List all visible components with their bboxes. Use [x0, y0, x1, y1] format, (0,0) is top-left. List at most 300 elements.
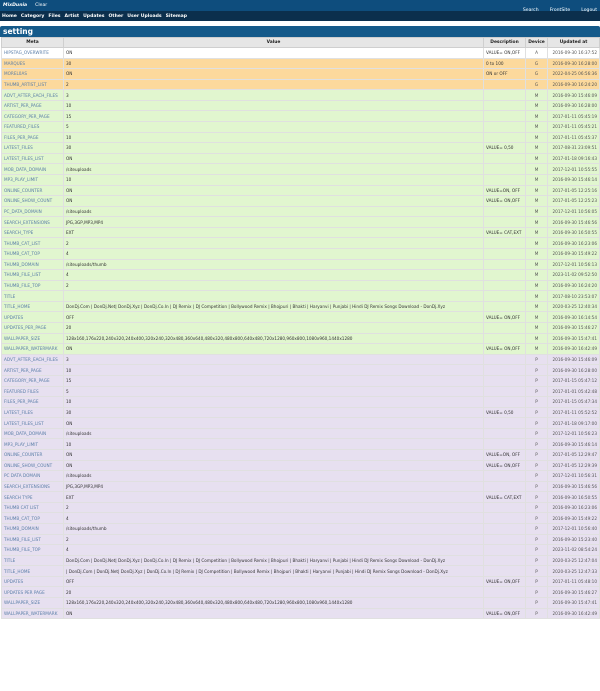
- search-link[interactable]: Search: [522, 8, 539, 13]
- table-row[interactable]: [2, 397, 600, 408]
- setting-value: 30: [64, 58, 484, 69]
- setting-description: [484, 545, 526, 556]
- setting-description: VALUE= ON,OFF: [484, 608, 526, 619]
- setting-value: OFF: [64, 312, 484, 323]
- setting-meta-link[interactable]: LATEST_FILES_LIST: [2, 153, 64, 164]
- setting-meta-link[interactable]: ARTIST_PER_PAGE: [2, 365, 64, 376]
- setting-updated-at: 2017-01-11 05:45:19: [548, 111, 600, 122]
- setting-device: M: [526, 132, 548, 143]
- setting-meta-link[interactable]: THUMB_FILE_TOP: [2, 280, 64, 291]
- setting-description: VALUE= ON,OFF: [484, 312, 526, 323]
- nav-files[interactable]: Files: [48, 13, 61, 19]
- setting-description: [484, 100, 526, 111]
- setting-device: P: [526, 534, 548, 545]
- setting-description: [484, 566, 526, 577]
- setting-meta-link[interactable]: WALLPAPER_WATERMARK: [2, 344, 64, 355]
- setting-description: 0 to 100: [484, 58, 526, 69]
- setting-description: VALUE= CAT,EXT: [484, 492, 526, 503]
- setting-updated-at: 2016-09-30 15:46:56: [548, 217, 600, 228]
- table-row[interactable]: [2, 79, 600, 90]
- setting-meta-link[interactable]: MP3_PLAY_LIMIT: [2, 174, 64, 185]
- setting-meta-link[interactable]: WALLPAPER_SIZE: [2, 598, 64, 609]
- setting-meta-link[interactable]: MARQUES: [2, 58, 64, 69]
- setting-updated-at: 2017-01-05 12:25:23: [548, 196, 600, 207]
- setting-description: [484, 323, 526, 334]
- table-row[interactable]: [2, 333, 600, 344]
- setting-updated-at: 2017-01-15 05:47:12: [548, 375, 600, 386]
- table-row[interactable]: [2, 481, 600, 492]
- setting-value: 4: [64, 545, 484, 556]
- setting-value: 30: [64, 407, 484, 418]
- nav-user-uploads[interactable]: User Uploads: [127, 13, 162, 19]
- nav-home[interactable]: Home: [2, 13, 17, 19]
- setting-updated-at: 2017-01-11 05:45:37: [548, 132, 600, 143]
- section-title: setting: [0, 26, 600, 37]
- col-updated-header[interactable]: Updated at: [548, 38, 600, 48]
- setting-meta-link[interactable]: TITLE: [2, 291, 64, 302]
- setting-value: 10: [64, 132, 484, 143]
- setting-device: M: [526, 323, 548, 334]
- setting-updated-at: 2016-09-30 15:46:09: [548, 90, 600, 101]
- setting-meta-link[interactable]: SEARCH_EXTENSIONS: [2, 481, 64, 492]
- setting-updated-at: 2017-01-01 05:42:48: [548, 386, 600, 397]
- setting-value: 4: [64, 513, 484, 524]
- table-row[interactable]: [2, 471, 600, 482]
- setting-value: 2: [64, 280, 484, 291]
- setting-meta-link[interactable]: PC DATA DOMAIN: [2, 471, 64, 482]
- setting-description: [484, 534, 526, 545]
- setting-updated-at: 2017-12-01 10:56:05: [548, 206, 600, 217]
- setting-device: P: [526, 576, 548, 587]
- table-row[interactable]: [2, 439, 600, 450]
- setting-value: 30: [64, 143, 484, 154]
- setting-updated-at: 2022-04-25 06:56:36: [548, 69, 600, 80]
- setting-description: [484, 122, 526, 133]
- setting-description: [484, 301, 526, 312]
- setting-value: | DonDj.Com | DonDj.Net| DonDj.Xyz | DonDj.Co.In | DJ Remix | DJ Competition | Bollywood Remix | Bhojpuri | Bhakti | Haryanvi | Punjabi | Hindi DJ Remix Songs Download - DonDj.Xyz: [64, 566, 484, 577]
- table-row[interactable]: [2, 545, 600, 556]
- setting-updated-at: 2020-03-25 12:47:04: [548, 555, 600, 566]
- setting-device: P: [526, 439, 548, 450]
- setting-updated-at: 2017-01-05 12:29:47: [548, 449, 600, 460]
- setting-meta-link[interactable]: MOB_DATA_DOMAIN: [2, 428, 64, 439]
- setting-meta-link[interactable]: ADVT_AFTER_EACH_FILES: [2, 90, 64, 101]
- setting-device: P: [526, 397, 548, 408]
- frontsite-link[interactable]: FrontSite: [549, 8, 571, 13]
- setting-value: EXT: [64, 227, 484, 238]
- setting-value: 20: [64, 587, 484, 598]
- table-row[interactable]: [2, 164, 600, 175]
- setting-description: VALUE= CAT,EXT: [484, 227, 526, 238]
- setting-device: M: [526, 143, 548, 154]
- table-row[interactable]: [2, 365, 600, 376]
- setting-device: P: [526, 460, 548, 471]
- table-row[interactable]: [2, 238, 600, 249]
- table-row[interactable]: [2, 524, 600, 535]
- table-row[interactable]: [2, 143, 600, 154]
- setting-description: VALUE= ON,OFF: [484, 48, 526, 59]
- setting-device: P: [526, 608, 548, 619]
- setting-device: P: [526, 598, 548, 609]
- table-row[interactable]: [2, 428, 600, 439]
- setting-meta-link[interactable]: HIPSTAG_OVERWRITE: [2, 48, 64, 59]
- table-row[interactable]: [2, 407, 600, 418]
- setting-meta-link[interactable]: CATEGORY_PER_PAGE: [2, 375, 64, 386]
- setting-description: [484, 153, 526, 164]
- setting-value: 128x160,176x220,240x320,240x400,320x240,320x480,360x640,480x320,480x800,640x480,720x1280,960x800,1080x960,1440x1280: [64, 598, 484, 609]
- setting-meta-link[interactable]: MOB_DATA_DOMAIN: [2, 164, 64, 175]
- table-row[interactable]: [2, 418, 600, 429]
- setting-value: DonDj.Com | DonDj.Net| DonDj.Xyz | DonDj.Co.In | DJ Remix | DJ Competition | Bollywood Remix | Bhojpuri | Bhakti | Haryanvi | Punjabi | Hindi DJ Remix Songs Download - DonDj.Xyz: [64, 301, 484, 312]
- setting-value: 2: [64, 238, 484, 249]
- setting-device: P: [526, 428, 548, 439]
- table-row[interactable]: [2, 502, 600, 513]
- setting-value: [64, 291, 484, 302]
- setting-device: G: [526, 69, 548, 80]
- setting-updated-at: 2017-12-01 10:56:31: [548, 471, 600, 482]
- setting-value: ON: [64, 344, 484, 355]
- col-meta-header[interactable]: Meta: [2, 38, 64, 48]
- table-row[interactable]: [2, 576, 600, 587]
- setting-updated-at: 2017-01-05 12:25:16: [548, 185, 600, 196]
- header-right: [517, 0, 597, 15]
- setting-meta-link[interactable]: ONLINE_SHOW_COUNT: [2, 196, 64, 207]
- setting-updated-at: 2016-09-30 16:50:55: [548, 227, 600, 238]
- table-row[interactable]: [2, 185, 600, 196]
- setting-meta-link[interactable]: FILES_PER_PAGE: [2, 132, 64, 143]
- setting-value: /siteuploads: [64, 428, 484, 439]
- setting-updated-at: 2023-11-02 08:54:24: [548, 545, 600, 556]
- setting-description: [484, 598, 526, 609]
- setting-description: [484, 79, 526, 90]
- setting-device: M: [526, 90, 548, 101]
- setting-device: M: [526, 122, 548, 133]
- setting-description: [484, 439, 526, 450]
- nav-category[interactable]: Category: [20, 13, 45, 19]
- setting-description: [484, 206, 526, 217]
- setting-meta-link[interactable]: THUMB_FILE_LIST: [2, 534, 64, 545]
- nav-sitemap[interactable]: Sitemap: [165, 13, 187, 19]
- table-row[interactable]: [2, 90, 600, 101]
- setting-meta-link[interactable]: UPDATES: [2, 576, 64, 587]
- setting-updated-at: 2017-01-11 05:48:10: [548, 576, 600, 587]
- table-row[interactable]: [2, 248, 600, 259]
- setting-updated-at: 2016-09-30 16:24:20: [548, 79, 600, 90]
- setting-updated-at: 2017-12-01 10:55:55: [548, 164, 600, 175]
- setting-meta-link[interactable]: SEARCH_EXTENSIONS: [2, 217, 64, 228]
- setting-value: 15: [64, 111, 484, 122]
- setting-updated-at: 2016-09-30 16:23:06: [548, 502, 600, 513]
- setting-device: G: [526, 79, 548, 90]
- table-row[interactable]: [2, 354, 600, 365]
- table-row[interactable]: [2, 153, 600, 164]
- table-row[interactable]: [2, 69, 600, 80]
- setting-device: M: [526, 270, 548, 281]
- setting-description: [484, 354, 526, 365]
- setting-description: VALUE= ON,OFF: [484, 196, 526, 207]
- table-row[interactable]: [2, 587, 600, 598]
- table-row[interactable]: [2, 449, 600, 460]
- col-value-header[interactable]: Value: [64, 38, 484, 48]
- setting-description: [484, 375, 526, 386]
- setting-updated-at: 2017-08-10 23:53:07: [548, 291, 600, 302]
- setting-device: P: [526, 471, 548, 482]
- table-row[interactable]: [2, 566, 600, 577]
- clear-link[interactable]: Clear: [35, 3, 48, 8]
- setting-device: M: [526, 174, 548, 185]
- setting-device: M: [526, 301, 548, 312]
- setting-device: M: [526, 280, 548, 291]
- table-row[interactable]: [2, 270, 600, 281]
- setting-meta-link[interactable]: LATEST_FILES_LIST: [2, 418, 64, 429]
- setting-meta-link[interactable]: UPDATES PER PAGE: [2, 587, 64, 598]
- header-left: [3, 3, 47, 8]
- setting-meta-link[interactable]: THUMB_DOMAIN: [2, 259, 64, 270]
- table-row[interactable]: [2, 598, 600, 609]
- table-row[interactable]: [2, 513, 600, 524]
- setting-meta-link[interactable]: THUMB_FILE_TOP: [2, 545, 64, 556]
- table-row[interactable]: [2, 344, 600, 355]
- table-row[interactable]: [2, 460, 600, 471]
- table-row[interactable]: [2, 259, 600, 270]
- table-row[interactable]: [2, 608, 600, 619]
- setting-updated-at: 2016-09-30 16:50:55: [548, 492, 600, 503]
- setting-meta-link[interactable]: PC_DATA_DOMAIN: [2, 206, 64, 217]
- table-row[interactable]: [2, 492, 600, 503]
- table-row[interactable]: [2, 122, 600, 133]
- nav-artist[interactable]: Artist: [64, 13, 80, 19]
- table-row[interactable]: [2, 206, 600, 217]
- setting-description: [484, 418, 526, 429]
- table-row[interactable]: [2, 555, 600, 566]
- setting-updated-at: 2016-09-30 16:28:00: [548, 100, 600, 111]
- table-row[interactable]: [2, 100, 600, 111]
- table-row[interactable]: [2, 58, 600, 69]
- setting-device: P: [526, 587, 548, 598]
- setting-updated-at: 2016-09-30 15:46:09: [548, 354, 600, 365]
- setting-device: P: [526, 449, 548, 460]
- nav-updates[interactable]: Updates: [83, 13, 105, 19]
- setting-device: M: [526, 217, 548, 228]
- setting-meta-link[interactable]: ARTIST_PER_PAGE: [2, 100, 64, 111]
- setting-description: [484, 428, 526, 439]
- setting-description: [484, 217, 526, 228]
- setting-meta-link[interactable]: UPDATES_PER_PAGE: [2, 323, 64, 334]
- table-row[interactable]: [2, 227, 600, 238]
- setting-device: P: [526, 418, 548, 429]
- setting-value: 4: [64, 248, 484, 259]
- setting-device: P: [526, 354, 548, 365]
- site-logo[interactable]: MixDunia: [3, 3, 28, 8]
- setting-description: [484, 587, 526, 598]
- setting-meta-link[interactable]: THUMB_DOMAIN: [2, 524, 64, 535]
- setting-meta-link[interactable]: FEATURED_FILES: [2, 122, 64, 133]
- top-header: [0, 0, 600, 11]
- setting-device: G: [526, 58, 548, 69]
- setting-meta-link[interactable]: LATEST_FILES: [2, 407, 64, 418]
- setting-description: VALUE=ON, OFF: [484, 449, 526, 460]
- setting-meta-link[interactable]: MP3_PLAY_LIMIT: [2, 439, 64, 450]
- setting-updated-at: 2016-09-30 15:49:22: [548, 513, 600, 524]
- setting-value: 10: [64, 397, 484, 408]
- table-row[interactable]: [2, 132, 600, 143]
- table-row[interactable]: [2, 375, 600, 386]
- setting-device: P: [526, 481, 548, 492]
- setting-updated-at: 2016-09-30 16:23:06: [548, 238, 600, 249]
- setting-device: M: [526, 238, 548, 249]
- setting-updated-at: 2016-09-30 15:46:27: [548, 587, 600, 598]
- setting-meta-link[interactable]: TITLE_HOME: [2, 301, 64, 312]
- setting-meta-link[interactable]: FILES_PER_PAGE: [2, 397, 64, 408]
- setting-description: [484, 397, 526, 408]
- setting-meta-link[interactable]: ONLINE_COUNTER: [2, 185, 64, 196]
- table-row[interactable]: [2, 301, 600, 312]
- setting-meta-link[interactable]: THUMB_CAT_TOP: [2, 248, 64, 259]
- table-row[interactable]: [2, 217, 600, 228]
- table-row[interactable]: [2, 291, 600, 302]
- table-row[interactable]: [2, 323, 600, 334]
- setting-device: M: [526, 153, 548, 164]
- setting-device: P: [526, 513, 548, 524]
- setting-value: /siteuploads: [64, 471, 484, 482]
- setting-updated-at: 2016-09-30 15:46:14: [548, 174, 600, 185]
- table-row[interactable]: [2, 196, 600, 207]
- setting-meta-link[interactable]: SEARCH TYPE: [2, 492, 64, 503]
- setting-description: [484, 365, 526, 376]
- table-header-row: [2, 38, 600, 48]
- setting-meta-link[interactable]: TITLE_HOME: [2, 566, 64, 577]
- setting-description: VALUE= 0,50: [484, 407, 526, 418]
- setting-meta-link[interactable]: THUMB_CAT_LIST: [2, 238, 64, 249]
- table-row[interactable]: [2, 174, 600, 185]
- table-row[interactable]: [2, 111, 600, 122]
- settings-table-body: [2, 48, 600, 619]
- setting-updated-at: 2017-01-18 09:17:00: [548, 418, 600, 429]
- table-row[interactable]: [2, 48, 600, 59]
- setting-meta-link[interactable]: WALLPAPER_SIZE: [2, 333, 64, 344]
- setting-meta-link[interactable]: FEATURED FILES: [2, 386, 64, 397]
- setting-value: 5: [64, 122, 484, 133]
- setting-value: 4: [64, 270, 484, 281]
- setting-device: P: [526, 545, 548, 556]
- settings-table: [1, 37, 600, 619]
- setting-value: /siteuploads: [64, 206, 484, 217]
- setting-updated-at: 2016-09-30 16:42:49: [548, 344, 600, 355]
- table-row[interactable]: [2, 386, 600, 397]
- nav-other[interactable]: Other: [108, 13, 124, 19]
- setting-updated-at: 2017-01-05 12:29:39: [548, 460, 600, 471]
- setting-meta-link[interactable]: THUMB_CAT_TOP: [2, 513, 64, 524]
- setting-description: [484, 132, 526, 143]
- setting-updated-at: 2017-01-11 05:52:52: [548, 407, 600, 418]
- setting-value: 2: [64, 502, 484, 513]
- setting-meta-link[interactable]: THUMB_FILE_LIST: [2, 270, 64, 281]
- setting-device: P: [526, 365, 548, 376]
- setting-description: [484, 481, 526, 492]
- setting-value: DonDj.Com | DonDj.Net| DonDj.Xyz | DonDj.Co.In | DJ Remix | DJ Competition | Bollywood Remix | Bhojpuri | Bhakti | Haryanvi | Punjabi | Hindi DJ Remix Songs Download - DonDj.Xyz: [64, 555, 484, 566]
- setting-updated-at: 2016-09-30 15:46:27: [548, 323, 600, 334]
- table-row[interactable]: [2, 312, 600, 323]
- table-row[interactable]: [2, 280, 600, 291]
- setting-device: M: [526, 248, 548, 259]
- setting-updated-at: 2016-09-30 15:47:41: [548, 598, 600, 609]
- setting-device: P: [526, 386, 548, 397]
- setting-value: JPG,3GP,MP3,MP4: [64, 217, 484, 228]
- setting-meta-link[interactable]: SEARCH_TYPE: [2, 227, 64, 238]
- setting-value: ON: [64, 69, 484, 80]
- setting-meta-link[interactable]: TITLE: [2, 555, 64, 566]
- setting-value: 10: [64, 365, 484, 376]
- col-description-header[interactable]: Description: [484, 38, 526, 48]
- setting-device: P: [526, 566, 548, 577]
- setting-value: ON: [64, 185, 484, 196]
- setting-value: ON: [64, 418, 484, 429]
- setting-device: A: [526, 48, 548, 59]
- setting-updated-at: 2016-09-30 16:42:49: [548, 608, 600, 619]
- setting-description: [484, 111, 526, 122]
- setting-value: 20: [64, 323, 484, 334]
- setting-updated-at: 2016-09-30 15:23:40: [548, 534, 600, 545]
- setting-updated-at: 2017-12-01 10:56:23: [548, 428, 600, 439]
- setting-meta-link[interactable]: ONLINE_SHOW_COUNT: [2, 460, 64, 471]
- setting-device: M: [526, 164, 548, 175]
- setting-meta-link[interactable]: THUMB_ARTIST_LIST: [2, 79, 64, 90]
- setting-meta-link[interactable]: ONLINE_COUNTER: [2, 449, 64, 460]
- setting-description: [484, 555, 526, 566]
- setting-value: ON: [64, 153, 484, 164]
- setting-description: [484, 386, 526, 397]
- setting-device: M: [526, 227, 548, 238]
- setting-updated-at: 2016-09-30 15:49:22: [548, 248, 600, 259]
- setting-value: 3: [64, 354, 484, 365]
- setting-updated-at: 2016-09-30 16:28:00: [548, 365, 600, 376]
- setting-value: 10: [64, 439, 484, 450]
- setting-updated-at: 2017-12-01 10:56:13: [548, 259, 600, 270]
- setting-device: P: [526, 492, 548, 503]
- setting-description: [484, 502, 526, 513]
- setting-description: VALUE= 0,50: [484, 143, 526, 154]
- setting-description: [484, 291, 526, 302]
- setting-device: M: [526, 206, 548, 217]
- setting-meta-link[interactable]: UPDATES: [2, 312, 64, 323]
- setting-value: ON: [64, 48, 484, 59]
- setting-value: 10: [64, 174, 484, 185]
- setting-meta-link[interactable]: CATEGORY_PER_PAGE: [2, 111, 64, 122]
- setting-meta-link[interactable]: ADVT_AFTER_EACH_FILES: [2, 354, 64, 365]
- setting-value: ON: [64, 460, 484, 471]
- setting-device: M: [526, 291, 548, 302]
- setting-value: 2: [64, 534, 484, 545]
- setting-meta-link[interactable]: WALLPAPER_WATERMARK: [2, 608, 64, 619]
- setting-value: 128x160,176x220,240x320,240x400,320x240,320x480,360x640,480x320,480x800,640x480,720x1280,960x800,1080x960,1440x1280: [64, 333, 484, 344]
- table-row[interactable]: [2, 534, 600, 545]
- setting-description: [484, 524, 526, 535]
- setting-updated-at: 2016-09-30 16:14:54: [548, 312, 600, 323]
- setting-meta-link[interactable]: LATEST_FILES: [2, 143, 64, 154]
- setting-value: 15: [64, 375, 484, 386]
- setting-device: M: [526, 312, 548, 323]
- col-device-header[interactable]: Device: [526, 38, 548, 48]
- setting-meta-link[interactable]: THUMB CAT LIST: [2, 502, 64, 513]
- setting-value: /siteuploads/thumb: [64, 524, 484, 535]
- setting-value: /siteuploads: [64, 164, 484, 175]
- setting-description: VALUE=ON, OFF: [484, 185, 526, 196]
- setting-updated-at: 2016-09-30 15:46:14: [548, 439, 600, 450]
- setting-updated-at: 2023-11-02 09:52:50: [548, 270, 600, 281]
- setting-meta-link[interactable]: MOREL0AS: [2, 69, 64, 80]
- setting-updated-at: 2017-01-18 09:16:43: [548, 153, 600, 164]
- logout-link[interactable]: Logout: [581, 8, 597, 13]
